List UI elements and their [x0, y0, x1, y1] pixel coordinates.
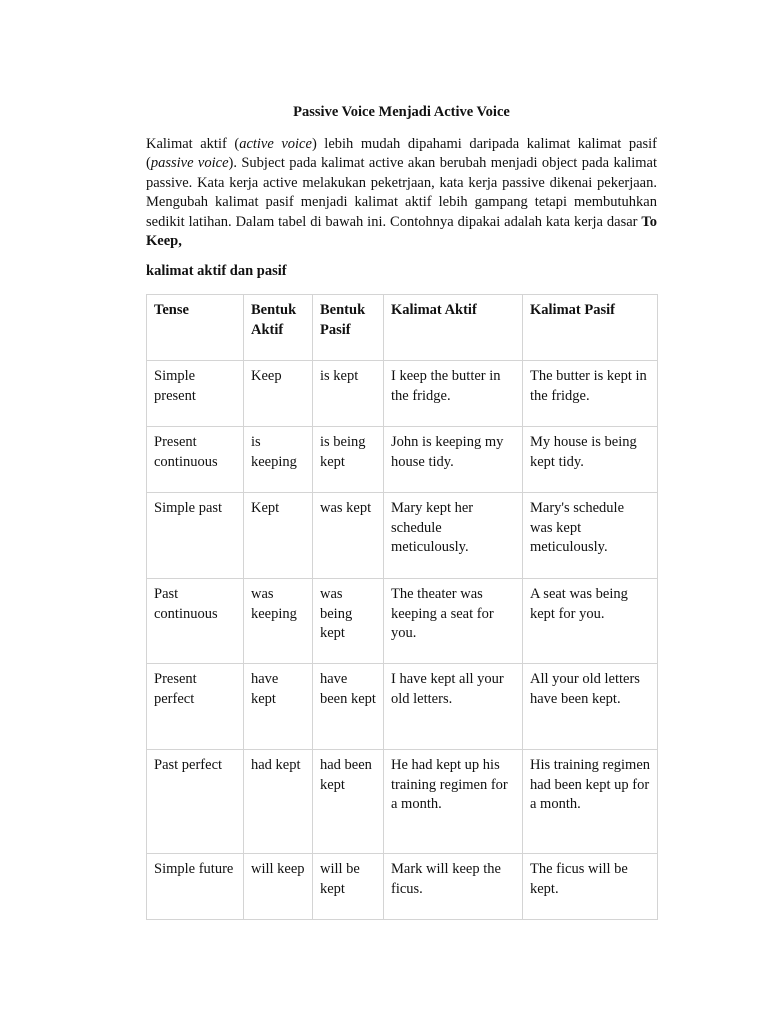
cell-tense: Past continuous [147, 579, 244, 664]
header-tense: Tense [147, 295, 244, 361]
cell-kalimat-pasif: The ficus will be kept. [523, 854, 658, 920]
cell-kalimat-pasif: A seat was being kept for you. [523, 579, 658, 664]
cell-bentuk-pasif: is kept [313, 361, 384, 427]
intro-text-3: ). Subject pada kalimat active akan berubah menjadi object pada kalimat passive. Kata kerja active melakukan peketrjaan, kata kerja passive dikenai pekerjaan. Mengubah kalimat pasif menjadi kalimat aktif lebih gampang tetapi membutuhkan sedikit latihan. Dalam tabel di bawah ini. Contohnya dipakai adalah kata kerja dasar [146, 155, 657, 230]
intro-text-2: ) lebih mudah dipahami daripada kalimat kalimat pasif ( [146, 136, 658, 172]
cell-kalimat-aktif: I keep the butter in the fridge. [384, 361, 523, 427]
cell-bentuk-pasif: will be kept [313, 854, 384, 920]
table-row [147, 664, 658, 750]
table-row [147, 361, 658, 427]
table-header-row [147, 295, 658, 361]
cell-bentuk-aktif: Kept [244, 493, 313, 579]
cell-kalimat-pasif: All your old letters have been kept. [523, 664, 658, 750]
table-row [147, 750, 658, 854]
intro-bold-to-keep: To Keep, [146, 213, 657, 250]
cell-bentuk-aktif: was keeping [244, 579, 313, 664]
intro-paragraph [146, 135, 657, 251]
cell-tense: Simple past [147, 493, 244, 579]
intro-italic-passive-voice: passive voice [150, 155, 229, 172]
table-row [147, 579, 658, 664]
cell-kalimat-pasif: Mary's schedule was kept meticulously. [523, 493, 658, 579]
cell-kalimat-aktif: I have kept all your old letters. [384, 664, 523, 750]
header-bentuk-aktif: Bentuk Aktif [244, 295, 313, 361]
cell-bentuk-pasif: have been kept [313, 664, 384, 750]
table-row [147, 427, 658, 493]
cell-bentuk-aktif: will keep [244, 854, 313, 920]
cell-bentuk-aktif: had kept [244, 750, 313, 854]
table-row [147, 493, 658, 579]
cell-tense: Present continuous [147, 427, 244, 493]
cell-tense: Simple present [147, 361, 244, 427]
intro-text-1: Kalimat aktif ( [146, 136, 240, 152]
intro-italic-active-voice: active voice [239, 136, 312, 152]
cell-bentuk-aktif: have kept [244, 664, 313, 750]
tense-table [146, 294, 658, 920]
cell-tense: Present perfect [147, 664, 244, 750]
cell-kalimat-aktif: Mark will keep the ficus. [384, 854, 523, 920]
page-title: Passive Voice Menjadi Active Voice [293, 104, 510, 120]
header-kalimat-pasif: Kalimat Pasif [523, 295, 658, 361]
cell-bentuk-aktif: is keeping [244, 427, 313, 493]
header-bentuk-pasif: Bentuk Pasif [313, 295, 384, 361]
cell-bentuk-pasif: was kept [313, 493, 384, 579]
cell-kalimat-pasif: My house is being kept tidy. [523, 427, 658, 493]
header-kalimat-aktif: Kalimat Aktif [384, 295, 523, 361]
cell-kalimat-aktif: He had kept up his training regimen for a month. [384, 750, 523, 854]
cell-bentuk-pasif: is being kept [313, 427, 384, 493]
cell-bentuk-aktif: Keep [244, 361, 313, 427]
cell-kalimat-pasif: His training regimen had been kept up for a month. [523, 750, 658, 854]
cell-kalimat-aktif: The theater was keeping a seat for you. [384, 579, 523, 664]
table-heading: kalimat aktif dan pasif [146, 263, 287, 279]
cell-tense: Simple future [147, 854, 244, 920]
table-row [147, 854, 658, 920]
cell-tense: Past perfect [147, 750, 244, 854]
cell-kalimat-pasif: The butter is kept in the fridge. [523, 361, 658, 427]
cell-bentuk-pasif: was being kept [313, 579, 384, 664]
cell-kalimat-aktif: John is keeping my house tidy. [384, 427, 523, 493]
cell-kalimat-aktif: Mary kept her schedule meticulously. [384, 493, 523, 579]
cell-bentuk-pasif: had been kept [313, 750, 384, 854]
